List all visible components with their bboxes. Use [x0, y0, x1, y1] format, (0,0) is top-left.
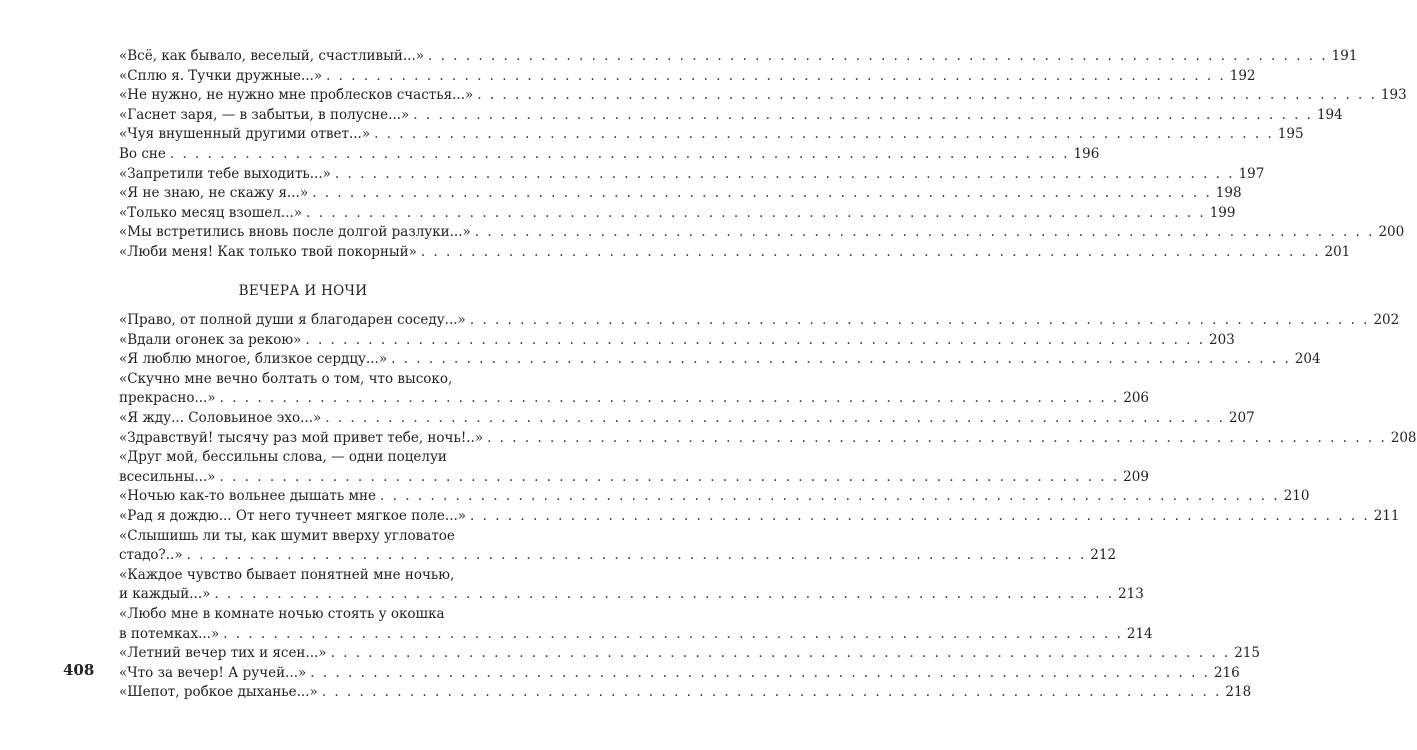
toc-entry-title: «Летний вечер тих и ясен...»	[119, 645, 327, 662]
toc-entry-first-line: «Любо мне в комнате ночью стоять у окошка	[119, 605, 445, 622]
dot-leader	[325, 409, 1225, 429]
toc-entry-page: 196	[1073, 145, 1100, 162]
dot-leader	[187, 546, 1087, 566]
dot-leader	[170, 145, 1070, 165]
toc-entry-title: «Ночью как-то вольнее дышать мне	[119, 488, 377, 505]
toc-entry-title: «Право, от полной души я благодарен соседу...»	[119, 312, 466, 328]
toc-entry-page: 203	[1209, 331, 1235, 348]
dot-leader	[428, 47, 1328, 67]
toc-entry-first-line: «Друг мой, бессильны слова, — одни поцелуи	[119, 449, 447, 466]
toc-entry-page: 210	[1283, 488, 1310, 505]
toc-entry-page: 206	[1123, 390, 1150, 407]
toc-entry	[119, 350, 1321, 370]
toc-entry	[119, 125, 1304, 145]
toc-entry	[119, 409, 1255, 429]
toc-entry-page: 215	[1234, 645, 1260, 662]
toc-entry-page: 199	[1209, 204, 1236, 221]
toc-entry-page: 214	[1126, 625, 1153, 642]
dot-leader	[477, 86, 1377, 106]
dot-leader	[322, 683, 1222, 703]
toc-entry-page: 213	[1118, 586, 1144, 603]
toc-entry-page: 211	[1373, 507, 1400, 524]
toc-entry	[119, 625, 1153, 645]
toc-entry-page: 197	[1238, 165, 1265, 182]
toc-entry-title: «Люби меня! Как только твой покорный»	[119, 243, 417, 260]
dot-leader	[306, 204, 1206, 224]
toc-entry-page: 194	[1316, 106, 1343, 123]
toc-entry-title: Во сне	[119, 145, 166, 162]
toc-entry	[119, 204, 1236, 224]
dot-leader	[470, 507, 1370, 527]
toc-entry	[119, 67, 1256, 87]
toc-entry-page: 218	[1225, 684, 1252, 701]
toc-entry-page: 198	[1215, 185, 1242, 202]
toc-entry	[119, 223, 1405, 243]
toc-entry	[119, 331, 1235, 351]
dot-leader	[331, 644, 1231, 664]
toc-entry	[119, 184, 1242, 204]
toc-entry-title: «Всё, как бывало, веселый, счастливый...»	[119, 48, 424, 64]
dot-leader	[326, 67, 1226, 87]
dot-leader	[475, 223, 1375, 243]
toc-section-2	[119, 311, 1417, 703]
toc-entry-first-line: «Скучно мне вечно болтать о том, что высоко,	[119, 370, 453, 387]
toc-entry-title: «Я не знаю, не скажу я...»	[119, 185, 309, 202]
dot-leader	[487, 429, 1387, 449]
toc-entry-page: 195	[1277, 126, 1304, 143]
toc-entry	[119, 664, 1240, 684]
toc-entry-title: «Не нужно, не нужно мне проблесков счастья...»	[119, 87, 474, 104]
toc-section-1	[119, 47, 1407, 263]
dot-leader	[421, 243, 1321, 263]
dot-leader	[413, 106, 1313, 126]
page-number: 408	[63, 661, 95, 679]
toc-entry-page: 204	[1294, 351, 1321, 368]
toc-entry	[119, 145, 1100, 165]
toc-entry	[119, 644, 1260, 664]
dot-leader	[391, 350, 1291, 370]
toc-entry-page: 202	[1373, 312, 1400, 328]
toc-entry-title: «Я люблю многое, близкое сердцу...»	[119, 351, 388, 368]
dot-leader	[374, 125, 1274, 145]
dot-leader	[312, 184, 1212, 204]
dot-leader	[470, 311, 1370, 331]
toc-entry	[119, 683, 1252, 703]
toc-entry	[119, 429, 1417, 449]
toc-entry-first-line: «Слышишь ли ты, как шумит вверху угловатое	[119, 527, 455, 544]
dot-leader	[220, 468, 1120, 488]
toc-entry	[119, 487, 1310, 507]
toc-entry-title: «Я жду... Соловьиное эхо...»	[119, 409, 322, 426]
toc-entry-title: и каждый...»	[119, 586, 211, 603]
toc-entry-page: 216	[1213, 664, 1240, 681]
toc-entry	[119, 47, 1358, 67]
toc-entry-title: «Гаснет заря, — в забытьи, в полусне...»	[119, 106, 410, 123]
toc-entry	[119, 507, 1400, 527]
dot-leader	[223, 625, 1123, 645]
toc-entry-title: «Шепот, робкое дыханье...»	[119, 684, 318, 701]
toc-entry-title: «Мы встретились вновь после долгой разлуки...»	[119, 224, 471, 241]
toc-entry-title: «Вдали огонек за рекою»	[119, 331, 302, 348]
toc-entry	[119, 585, 1144, 605]
toc-entry	[119, 389, 1150, 409]
toc-entry-page: 200	[1378, 224, 1405, 241]
toc-entry	[119, 243, 1351, 263]
toc-entry	[119, 546, 1117, 566]
toc-entry-page: 193	[1380, 87, 1407, 104]
dot-leader	[220, 389, 1120, 409]
toc-entry-page: 212	[1090, 547, 1117, 564]
toc-entry-title: «Рад я дождю... От него тучнеет мягкое поле...»	[119, 507, 467, 524]
toc-entry-title: «Здравствуй! тысячу раз мой привет тебе, ночь!..»	[119, 429, 484, 446]
toc-entry-page: 192	[1229, 67, 1256, 84]
toc-entry-title: «Чуя внушенный другими ответ...»	[119, 126, 371, 143]
toc-entry-first-line: «Каждое чувство бывает понятней мне ночью,	[119, 566, 455, 583]
toc-entry	[119, 86, 1407, 106]
toc-entry	[119, 468, 1149, 488]
toc-entry-page: 191	[1331, 48, 1358, 64]
dot-leader	[310, 664, 1210, 684]
toc-entry-title: «Сплю я. Тучки дружные...»	[119, 67, 323, 84]
toc-entry-page: 201	[1324, 243, 1351, 260]
toc-entry-page: 207	[1228, 409, 1255, 426]
toc-entry-title: «Только месяц взошел...»	[119, 204, 303, 221]
toc-entry-title: «Что за вечер! А ручей...»	[119, 664, 307, 681]
toc-entry-page: 208	[1390, 429, 1417, 446]
dot-leader	[305, 331, 1205, 351]
toc-entry-title: в потемках...»	[119, 625, 220, 642]
dot-leader	[214, 585, 1114, 605]
toc-entry-title: всесильны...»	[119, 468, 216, 485]
dot-leader	[335, 165, 1235, 185]
toc-entry	[119, 106, 1343, 126]
dot-leader	[380, 487, 1280, 507]
toc-entry-title: прекрасно...»	[119, 390, 216, 407]
toc-entry-title: «Запретили тебе выходить...»	[119, 165, 331, 182]
toc-entry	[119, 165, 1265, 185]
section-heading: ВЕЧЕРА И НОЧИ	[238, 283, 368, 299]
toc-entry-page: 209	[1123, 468, 1149, 485]
toc-entry	[119, 311, 1400, 331]
toc-entry-title: стадо?..»	[119, 547, 183, 564]
